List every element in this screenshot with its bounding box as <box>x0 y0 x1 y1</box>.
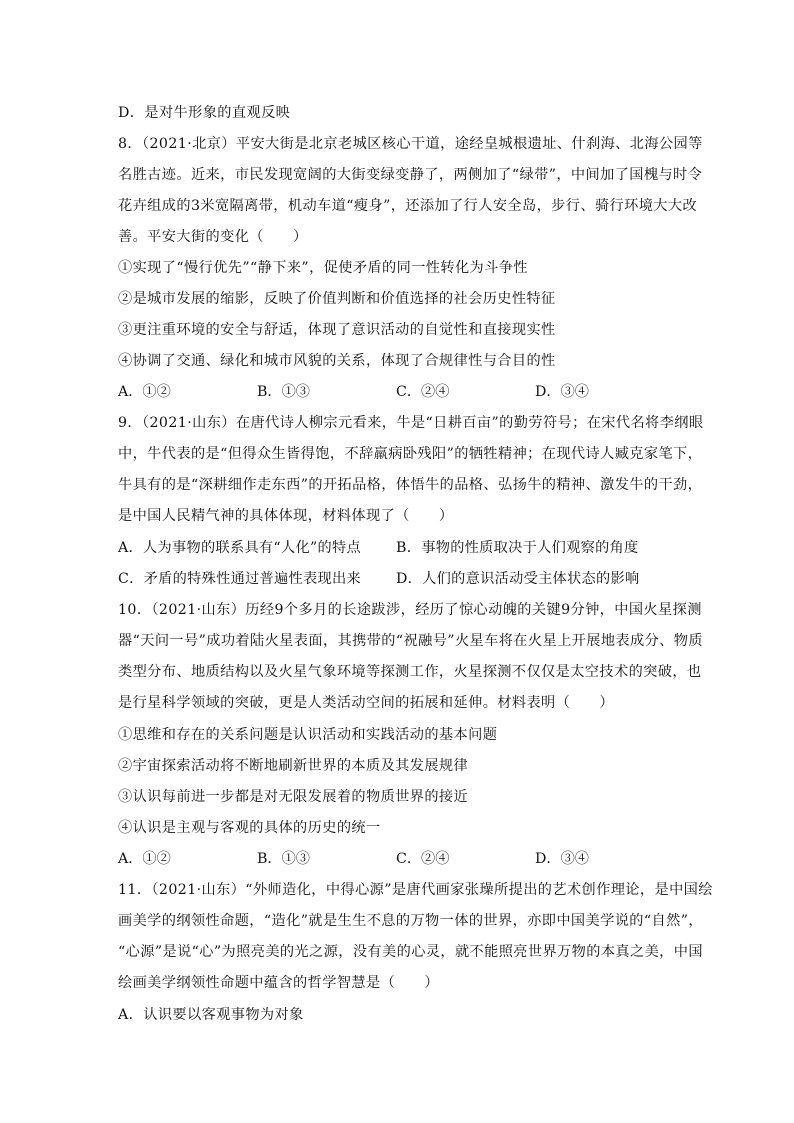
question-8-option-d[interactable]: D．③④ <box>535 384 589 400</box>
question-8-option-a[interactable]: A．①② <box>118 384 171 400</box>
question-10-option-d[interactable]: D．③④ <box>535 851 589 867</box>
question-10-option-a[interactable]: A．①② <box>118 851 171 867</box>
question-10-statement-1: ①思维和存在的关系问题是认识活动和实践活动的基本问题 <box>118 727 498 743</box>
question-10-options <box>118 849 678 869</box>
question-10-stem-line-2: 器“天问一号”成功着陆火星表面，其携带的“祝融号”火星车将在火星上开展地表成分、物质 <box>118 633 703 649</box>
question-8-stem-line-3: 花卉组成的3米宽隔离带，机动车道“瘦身”，还添加了行人安全岛，步行、骑行环境大大改 <box>118 198 698 214</box>
question-9-option-c[interactable]: C．矛盾的特殊性通过普遍性表现出来 <box>118 571 361 587</box>
question-11-stem-line-1: 11．（2021·山东）“外师造化，中得心源”是唐代画家张璪所提出的艺术创作理论，是中国绘 <box>118 882 713 898</box>
question-10-statement-4: ④认识是主观与客观的具体的历史的统一 <box>118 820 381 836</box>
question-9-option-b[interactable]: B．事物的性质取决于人们观察的角度 <box>396 540 639 556</box>
question-9-stem-line-2: 中，牛代表的是“但得众生皆得饱，不辞羸病卧残阳”的牺牲精神；在现代诗人臧克家笔下， <box>118 446 703 462</box>
question-8-statement-2: ②是城市发展的缩影，反映了价值判断和价值选择的社会历史性特征 <box>118 291 556 307</box>
question-9-option-a[interactable]: A．人为事物的联系具有“人化”的特点 <box>118 540 361 556</box>
question-11-stem-line-3: “心源”是说“心”为照亮美的光之源，没有美的心灵，就不能照亮世界万物的本真之美，中国 <box>118 944 703 960</box>
question-8-options <box>118 382 678 402</box>
question-10-stem-line-3: 类型分布、地质结构以及火星气象环境等探测工作，火星探测不仅仅是太空技术的突破，也 <box>118 664 702 680</box>
question-9-stem-line-4: 是中国人民精气神的具体体现，材料体现了（ ） <box>118 508 454 524</box>
question-8-statement-1: ①实现了“慢行优先”“静下来”，促使矛盾的同一性转化为斗争性 <box>118 260 528 276</box>
question-8-statement-3: ③更注重环境的安全与舒适，体现了意识活动的自觉性和直接现实性 <box>118 322 556 338</box>
question-10-option-c[interactable]: C．②④ <box>396 851 450 867</box>
question-11-stem-line-2: 画美学的纲领性命题，“造化”就是生生不息的万物一体的世界，亦即中国美学说的“自然”， <box>118 913 703 929</box>
question-10-stem-line-1: 10．（2021·山东）历经9个多月的长途跋涉，经历了惊心动魄的关键9分钟，中国火星探测 <box>118 602 702 618</box>
question-10-option-b[interactable]: B．①③ <box>257 851 310 867</box>
question-9-options-row-1 <box>118 538 678 558</box>
question-9-stem-line-3: 牛具有的是“深耕细作走东西”的开拓品格，体悟牛的品格、弘扬牛的精神、激发牛的干劲， <box>118 477 703 493</box>
question-11-option-a[interactable]: A．认识要以客观事物为对象 <box>118 1007 304 1023</box>
question-9-stem-line-1: 9．（2021·山东）在唐代诗人柳宗元看来，牛是“日耕百亩”的勤劳符号；在宋代名将李纲眼 <box>118 415 704 431</box>
question-8-stem-line-1: 8．（2021·北京）平安大街是北京老城区核心干道，途经皇城根遗址、什刹海、北海公园等 <box>118 136 703 152</box>
question-10-statement-2: ②宇宙探索活动将不断地刷新世界的本质及其发展规律 <box>118 758 469 774</box>
question-8-statement-4: ④协调了交通、绿化和城市风貌的关系，体现了合规律性与合目的性 <box>118 353 556 369</box>
question-8-option-b[interactable]: B．①③ <box>257 384 310 400</box>
question-9-options-row-2 <box>118 569 678 589</box>
question-10-stem-line-4: 是行星科学领域的突破，更是人类活动空间的拓展和延伸。材料表明（ ） <box>118 695 614 711</box>
question-8-option-c[interactable]: C．②④ <box>396 384 450 400</box>
question-10-statement-3: ③认识每前进一步都是对无限发展着的物质世界的接近 <box>118 789 469 805</box>
question-8-stem-line-4: 善。平安大街的变化（ ） <box>118 229 308 245</box>
question-8-stem-line-2: 名胜古迹。近来，市民发现宽阔的大街变绿变静了，两侧加了“绿带”，中间加了国槐与时令 <box>118 167 703 183</box>
question-11-stem-line-4: 绘画美学纲领性命题中蕴含的哲学智慧是（ ） <box>118 975 439 991</box>
question-9-option-d[interactable]: D．人们的意识活动受主体状态的影响 <box>396 571 640 587</box>
prev-question-option-d: D．是对牛形象的直观反映 <box>118 105 291 121</box>
